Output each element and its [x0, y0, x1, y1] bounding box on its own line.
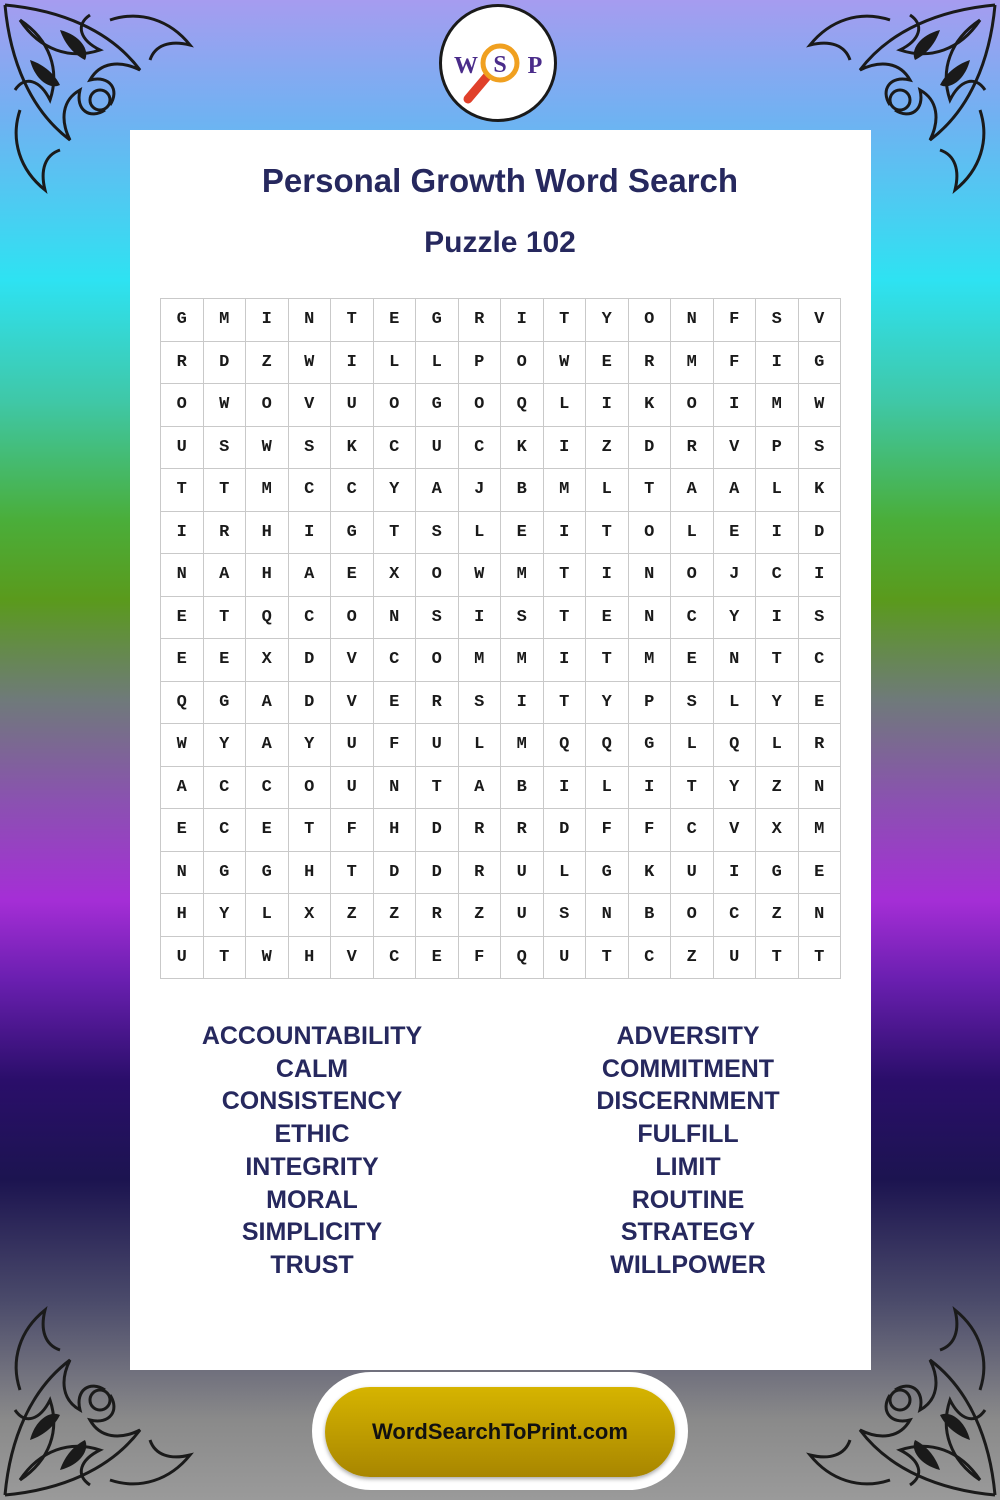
- grid-cell[interactable]: E: [246, 809, 289, 852]
- grid-cell[interactable]: I: [544, 639, 587, 682]
- grid-cell[interactable]: Y: [714, 767, 757, 810]
- grid-cell[interactable]: Q: [161, 682, 204, 725]
- grid-cell[interactable]: F: [629, 809, 672, 852]
- word-list-item: CONSISTENCY: [221, 1087, 403, 1116]
- word-list-item: SIMPLICITY: [241, 1218, 383, 1247]
- grid-cell[interactable]: B: [501, 767, 544, 810]
- grid-cell[interactable]: W: [544, 342, 587, 385]
- grid-cell[interactable]: I: [501, 682, 544, 725]
- grid-cell[interactable]: V: [331, 937, 374, 980]
- grid-cell[interactable]: S: [799, 597, 842, 640]
- grid-cell[interactable]: E: [586, 342, 629, 385]
- grid-cell[interactable]: Q: [586, 724, 629, 767]
- grid-cell[interactable]: M: [501, 639, 544, 682]
- grid-cell[interactable]: T: [799, 937, 842, 980]
- grid-cell[interactable]: S: [501, 597, 544, 640]
- grid-cell[interactable]: T: [544, 554, 587, 597]
- grid-cell[interactable]: U: [714, 937, 757, 980]
- grid-cell[interactable]: T: [756, 639, 799, 682]
- grid-cell[interactable]: L: [459, 512, 502, 555]
- grid-cell[interactable]: X: [246, 639, 289, 682]
- grid-cell[interactable]: I: [544, 767, 587, 810]
- grid-cell[interactable]: C: [671, 597, 714, 640]
- grid-cell[interactable]: M: [756, 384, 799, 427]
- grid-cell[interactable]: N: [586, 894, 629, 937]
- word-list-right: [498, 1020, 878, 1282]
- grid-cell[interactable]: I: [756, 342, 799, 385]
- grid-cell[interactable]: N: [374, 767, 417, 810]
- grid-cell[interactable]: D: [799, 512, 842, 555]
- grid-cell[interactable]: M: [459, 639, 502, 682]
- grid-cell[interactable]: T: [204, 597, 247, 640]
- grid-cell[interactable]: Q: [501, 937, 544, 980]
- grid-cell[interactable]: T: [289, 809, 332, 852]
- grid-cell[interactable]: V: [714, 809, 757, 852]
- grid-cell[interactable]: C: [459, 427, 502, 470]
- grid-cell[interactable]: C: [246, 767, 289, 810]
- grid-cell[interactable]: V: [331, 682, 374, 725]
- magnifier-icon: [442, 7, 554, 119]
- grid-cell[interactable]: W: [799, 384, 842, 427]
- grid-cell[interactable]: B: [629, 894, 672, 937]
- grid-cell[interactable]: C: [374, 639, 417, 682]
- grid-cell[interactable]: R: [501, 809, 544, 852]
- grid-cell[interactable]: X: [374, 554, 417, 597]
- grid-cell[interactable]: F: [374, 724, 417, 767]
- grid-cell[interactable]: S: [756, 299, 799, 342]
- grid-cell[interactable]: V: [289, 384, 332, 427]
- grid-cell[interactable]: T: [331, 299, 374, 342]
- grid-cell[interactable]: O: [416, 639, 459, 682]
- grid-cell[interactable]: C: [204, 809, 247, 852]
- grid-cell[interactable]: G: [161, 299, 204, 342]
- grid-cell[interactable]: N: [161, 554, 204, 597]
- grid-cell[interactable]: S: [459, 682, 502, 725]
- grid-cell[interactable]: G: [416, 384, 459, 427]
- grid-cell[interactable]: N: [289, 299, 332, 342]
- grid-cell[interactable]: D: [204, 342, 247, 385]
- grid-cell[interactable]: W: [459, 554, 502, 597]
- grid-cell[interactable]: U: [161, 427, 204, 470]
- grid-cell[interactable]: I: [586, 384, 629, 427]
- grid-cell[interactable]: Z: [756, 767, 799, 810]
- grid-cell[interactable]: O: [629, 512, 672, 555]
- grid-cell[interactable]: C: [799, 639, 842, 682]
- grid-cell[interactable]: C: [289, 597, 332, 640]
- grid-cell[interactable]: I: [629, 767, 672, 810]
- word-list-item: MORAL: [266, 1185, 358, 1214]
- grid-cell[interactable]: L: [586, 767, 629, 810]
- grid-cell[interactable]: I: [289, 512, 332, 555]
- grid-cell[interactable]: S: [671, 682, 714, 725]
- grid-cell[interactable]: L: [756, 724, 799, 767]
- grid-cell[interactable]: L: [714, 682, 757, 725]
- grid-cell[interactable]: A: [459, 767, 502, 810]
- word-list-item: STRATEGY: [620, 1218, 756, 1247]
- grid-cell[interactable]: T: [374, 512, 417, 555]
- grid-cell[interactable]: L: [459, 724, 502, 767]
- grid-cell[interactable]: N: [629, 554, 672, 597]
- grid-cell[interactable]: W: [246, 937, 289, 980]
- grid-cell[interactable]: O: [671, 384, 714, 427]
- word-list-item: ETHIC: [274, 1120, 350, 1149]
- grid-cell[interactable]: L: [586, 469, 629, 512]
- grid-cell[interactable]: F: [459, 937, 502, 980]
- grid-cell[interactable]: A: [246, 682, 289, 725]
- grid-cell[interactable]: C: [714, 894, 757, 937]
- grid-cell[interactable]: A: [289, 554, 332, 597]
- grid-cell[interactable]: V: [799, 299, 842, 342]
- grid-cell[interactable]: M: [671, 342, 714, 385]
- grid-cell[interactable]: Z: [246, 342, 289, 385]
- grid-cell[interactable]: I: [714, 852, 757, 895]
- grid-cell[interactable]: I: [799, 554, 842, 597]
- grid-cell[interactable]: A: [671, 469, 714, 512]
- grid-cell[interactable]: A: [714, 469, 757, 512]
- logo-letter-w: W: [454, 53, 478, 79]
- grid-cell[interactable]: L: [671, 724, 714, 767]
- grid-cell[interactable]: C: [374, 427, 417, 470]
- grid-cell[interactable]: I: [586, 554, 629, 597]
- grid-cell[interactable]: I: [331, 342, 374, 385]
- grid-cell[interactable]: O: [161, 384, 204, 427]
- grid-cell[interactable]: L: [544, 384, 587, 427]
- grid-cell[interactable]: H: [374, 809, 417, 852]
- grid-cell[interactable]: T: [586, 512, 629, 555]
- grid-cell[interactable]: I: [459, 597, 502, 640]
- word-list-item: LIMIT: [655, 1152, 721, 1181]
- grid-cell[interactable]: N: [671, 299, 714, 342]
- grid-cell[interactable]: R: [204, 512, 247, 555]
- grid-cell[interactable]: H: [246, 554, 289, 597]
- grid-cell[interactable]: K: [331, 427, 374, 470]
- grid-cell[interactable]: I: [756, 597, 799, 640]
- grid-cell[interactable]: C: [629, 937, 672, 980]
- grid-cell[interactable]: D: [374, 852, 417, 895]
- grid-cell[interactable]: I: [544, 512, 587, 555]
- grid-cell[interactable]: Q: [246, 597, 289, 640]
- grid-cell[interactable]: U: [501, 852, 544, 895]
- grid-cell[interactable]: D: [416, 809, 459, 852]
- grid-cell[interactable]: C: [204, 767, 247, 810]
- grid-cell[interactable]: Q: [501, 384, 544, 427]
- grid-cell[interactable]: A: [246, 724, 289, 767]
- grid-cell[interactable]: L: [756, 469, 799, 512]
- grid-cell[interactable]: A: [416, 469, 459, 512]
- grid-cell[interactable]: C: [756, 554, 799, 597]
- grid-cell[interactable]: U: [671, 852, 714, 895]
- grid-cell[interactable]: M: [629, 639, 672, 682]
- grid-cell[interactable]: T: [161, 469, 204, 512]
- grid-cell[interactable]: T: [586, 937, 629, 980]
- grid-cell[interactable]: E: [161, 809, 204, 852]
- grid-cell[interactable]: T: [586, 639, 629, 682]
- grid-cell[interactable]: K: [629, 852, 672, 895]
- grid-cell[interactable]: Z: [459, 894, 502, 937]
- grid-cell[interactable]: O: [416, 554, 459, 597]
- grid-cell[interactable]: G: [416, 299, 459, 342]
- grid-cell[interactable]: N: [714, 639, 757, 682]
- grid-cell[interactable]: G: [204, 852, 247, 895]
- grid-cell[interactable]: M: [544, 469, 587, 512]
- grid-cell[interactable]: V: [331, 639, 374, 682]
- grid-cell[interactable]: Y: [756, 682, 799, 725]
- grid-cell[interactable]: T: [204, 469, 247, 512]
- grid-cell[interactable]: A: [161, 767, 204, 810]
- word-list-item: ROUTINE: [631, 1185, 745, 1214]
- word-list-item: COMMITMENT: [601, 1054, 775, 1083]
- grid-cell[interactable]: C: [671, 809, 714, 852]
- grid-cell[interactable]: C: [374, 937, 417, 980]
- grid-cell[interactable]: G: [331, 512, 374, 555]
- grid-cell[interactable]: E: [161, 597, 204, 640]
- grid-cell[interactable]: L: [671, 512, 714, 555]
- grid-cell[interactable]: R: [629, 342, 672, 385]
- grid-cell[interactable]: X: [756, 809, 799, 852]
- grid-cell[interactable]: T: [671, 767, 714, 810]
- grid-cell[interactable]: Y: [586, 299, 629, 342]
- grid-cell[interactable]: T: [544, 682, 587, 725]
- grid-cell[interactable]: U: [544, 937, 587, 980]
- grid-cell[interactable]: Y: [289, 724, 332, 767]
- grid-cell[interactable]: T: [331, 852, 374, 895]
- grid-cell[interactable]: Y: [714, 597, 757, 640]
- grid-cell[interactable]: O: [374, 384, 417, 427]
- grid-cell[interactable]: M: [246, 469, 289, 512]
- site-logo[interactable]: [439, 4, 557, 122]
- word-search-grid: [160, 298, 841, 979]
- grid-cell[interactable]: U: [501, 894, 544, 937]
- grid-cell[interactable]: D: [544, 809, 587, 852]
- grid-cell[interactable]: I: [544, 427, 587, 470]
- grid-cell[interactable]: R: [416, 682, 459, 725]
- grid-cell[interactable]: H: [289, 937, 332, 980]
- grid-cell[interactable]: R: [416, 894, 459, 937]
- grid-cell[interactable]: F: [714, 299, 757, 342]
- grid-cell[interactable]: I: [714, 384, 757, 427]
- grid-cell[interactable]: I: [501, 299, 544, 342]
- page-title: Personal Growth Word Search: [261, 162, 739, 199]
- grid-cell[interactable]: X: [289, 894, 332, 937]
- grid-cell[interactable]: O: [246, 384, 289, 427]
- grid-cell[interactable]: N: [799, 767, 842, 810]
- word-list-item: WILLPOWER: [610, 1250, 766, 1279]
- grid-cell[interactable]: U: [331, 767, 374, 810]
- grid-cell[interactable]: H: [161, 894, 204, 937]
- grid-cell[interactable]: N: [374, 597, 417, 640]
- grid-cell[interactable]: W: [289, 342, 332, 385]
- grid-cell[interactable]: Z: [671, 937, 714, 980]
- grid-cell[interactable]: U: [416, 427, 459, 470]
- grid-cell[interactable]: E: [671, 639, 714, 682]
- grid-cell[interactable]: D: [629, 427, 672, 470]
- grid-cell[interactable]: I: [756, 512, 799, 555]
- grid-cell[interactable]: O: [629, 299, 672, 342]
- grid-cell[interactable]: U: [416, 724, 459, 767]
- grid-cell[interactable]: E: [374, 299, 417, 342]
- grid-cell[interactable]: G: [629, 724, 672, 767]
- grid-cell[interactable]: T: [416, 767, 459, 810]
- grid-cell[interactable]: E: [799, 682, 842, 725]
- grid-cell[interactable]: D: [289, 682, 332, 725]
- grid-cell[interactable]: P: [629, 682, 672, 725]
- grid-cell[interactable]: K: [629, 384, 672, 427]
- grid-cell[interactable]: P: [459, 342, 502, 385]
- word-list-item: ACCOUNTABILITY: [201, 1022, 423, 1050]
- grid-cell[interactable]: E: [714, 512, 757, 555]
- grid-cell[interactable]: Z: [756, 894, 799, 937]
- grid-cell[interactable]: P: [756, 427, 799, 470]
- grid-cell[interactable]: W: [161, 724, 204, 767]
- grid-cell[interactable]: R: [799, 724, 842, 767]
- grid-cell[interactable]: Q: [544, 724, 587, 767]
- grid-cell[interactable]: M: [501, 554, 544, 597]
- grid-cell[interactable]: H: [246, 512, 289, 555]
- grid-cell[interactable]: L: [246, 894, 289, 937]
- puzzle-number: Puzzle 102: [424, 226, 576, 259]
- word-list-item: TRUST: [270, 1250, 354, 1279]
- word-list-left: [122, 1020, 502, 1282]
- word-list-item: FULFILL: [637, 1120, 739, 1149]
- logo-letter-s: S: [493, 52, 507, 78]
- site-link-button[interactable]: WordSearchToPrint.com: [325, 1387, 675, 1477]
- word-list-item: DISCERNMENT: [596, 1087, 780, 1116]
- grid-cell[interactable]: V: [714, 427, 757, 470]
- grid-cell[interactable]: F: [714, 342, 757, 385]
- grid-cell[interactable]: G: [799, 342, 842, 385]
- grid-cell[interactable]: S: [544, 894, 587, 937]
- grid-cell[interactable]: E: [374, 682, 417, 725]
- grid-cell[interactable]: Y: [374, 469, 417, 512]
- grid-cell[interactable]: E: [799, 852, 842, 895]
- grid-cell[interactable]: D: [416, 852, 459, 895]
- grid-cell[interactable]: O: [459, 384, 502, 427]
- grid-cell[interactable]: U: [161, 937, 204, 980]
- grid-cell[interactable]: E: [416, 937, 459, 980]
- grid-cell[interactable]: S: [799, 427, 842, 470]
- grid-cell[interactable]: E: [204, 639, 247, 682]
- grid-cell[interactable]: R: [161, 342, 204, 385]
- grid-cell[interactable]: I: [161, 512, 204, 555]
- grid-cell[interactable]: S: [416, 597, 459, 640]
- grid-cell[interactable]: S: [289, 427, 332, 470]
- grid-cell[interactable]: T: [629, 469, 672, 512]
- grid-cell[interactable]: Z: [331, 894, 374, 937]
- grid-cell[interactable]: O: [671, 554, 714, 597]
- grid-cell[interactable]: Z: [374, 894, 417, 937]
- grid-cell[interactable]: G: [586, 852, 629, 895]
- grid-cell[interactable]: M: [799, 809, 842, 852]
- grid-cell[interactable]: L: [544, 852, 587, 895]
- grid-cell[interactable]: S: [204, 427, 247, 470]
- grid-cell[interactable]: N: [161, 852, 204, 895]
- word-list-item: CALM: [275, 1054, 349, 1083]
- grid-cell[interactable]: Y: [204, 724, 247, 767]
- grid-cell[interactable]: W: [204, 384, 247, 427]
- grid-cell[interactable]: T: [756, 937, 799, 980]
- grid-cell[interactable]: E: [586, 597, 629, 640]
- grid-cell[interactable]: E: [331, 554, 374, 597]
- grid-cell[interactable]: R: [459, 852, 502, 895]
- grid-cell[interactable]: O: [289, 767, 332, 810]
- grid-cell[interactable]: L: [374, 342, 417, 385]
- word-list-item: INTEGRITY: [245, 1152, 379, 1181]
- grid-cell[interactable]: M: [501, 724, 544, 767]
- grid-cell[interactable]: G: [204, 682, 247, 725]
- grid-cell[interactable]: S: [416, 512, 459, 555]
- grid-cell[interactable]: E: [501, 512, 544, 555]
- grid-cell[interactable]: O: [331, 597, 374, 640]
- logo-letter-p: P: [527, 53, 543, 79]
- grid-cell[interactable]: A: [204, 554, 247, 597]
- grid-cell[interactable]: J: [459, 469, 502, 512]
- grid-cell[interactable]: C: [331, 469, 374, 512]
- grid-cell[interactable]: C: [289, 469, 332, 512]
- grid-cell[interactable]: L: [416, 342, 459, 385]
- word-list-item: ADVERSITY: [616, 1022, 760, 1050]
- grid-cell[interactable]: U: [331, 384, 374, 427]
- grid-cell[interactable]: W: [246, 427, 289, 470]
- grid-cell[interactable]: B: [501, 469, 544, 512]
- grid-cell[interactable]: D: [289, 639, 332, 682]
- grid-cell[interactable]: N: [629, 597, 672, 640]
- grid-cell[interactable]: I: [246, 299, 289, 342]
- grid-cell[interactable]: O: [501, 342, 544, 385]
- grid-cell[interactable]: T: [544, 597, 587, 640]
- grid-cell[interactable]: F: [586, 809, 629, 852]
- grid-cell[interactable]: T: [544, 299, 587, 342]
- grid-cell[interactable]: G: [246, 852, 289, 895]
- grid-cell[interactable]: K: [501, 427, 544, 470]
- grid-cell[interactable]: E: [161, 639, 204, 682]
- grid-cell[interactable]: Y: [204, 894, 247, 937]
- grid-cell[interactable]: O: [671, 894, 714, 937]
- grid-cell[interactable]: N: [799, 894, 842, 937]
- grid-cell[interactable]: K: [799, 469, 842, 512]
- grid-cell[interactable]: Q: [714, 724, 757, 767]
- grid-cell[interactable]: R: [459, 809, 502, 852]
- grid-cell[interactable]: U: [331, 724, 374, 767]
- grid-cell[interactable]: R: [671, 427, 714, 470]
- grid-cell[interactable]: J: [714, 554, 757, 597]
- grid-cell[interactable]: R: [459, 299, 502, 342]
- grid-cell[interactable]: T: [204, 937, 247, 980]
- grid-cell[interactable]: Y: [586, 682, 629, 725]
- grid-cell[interactable]: G: [756, 852, 799, 895]
- grid-cell[interactable]: M: [204, 299, 247, 342]
- grid-cell[interactable]: F: [331, 809, 374, 852]
- grid-cell[interactable]: H: [289, 852, 332, 895]
- grid-cell[interactable]: Z: [586, 427, 629, 470]
